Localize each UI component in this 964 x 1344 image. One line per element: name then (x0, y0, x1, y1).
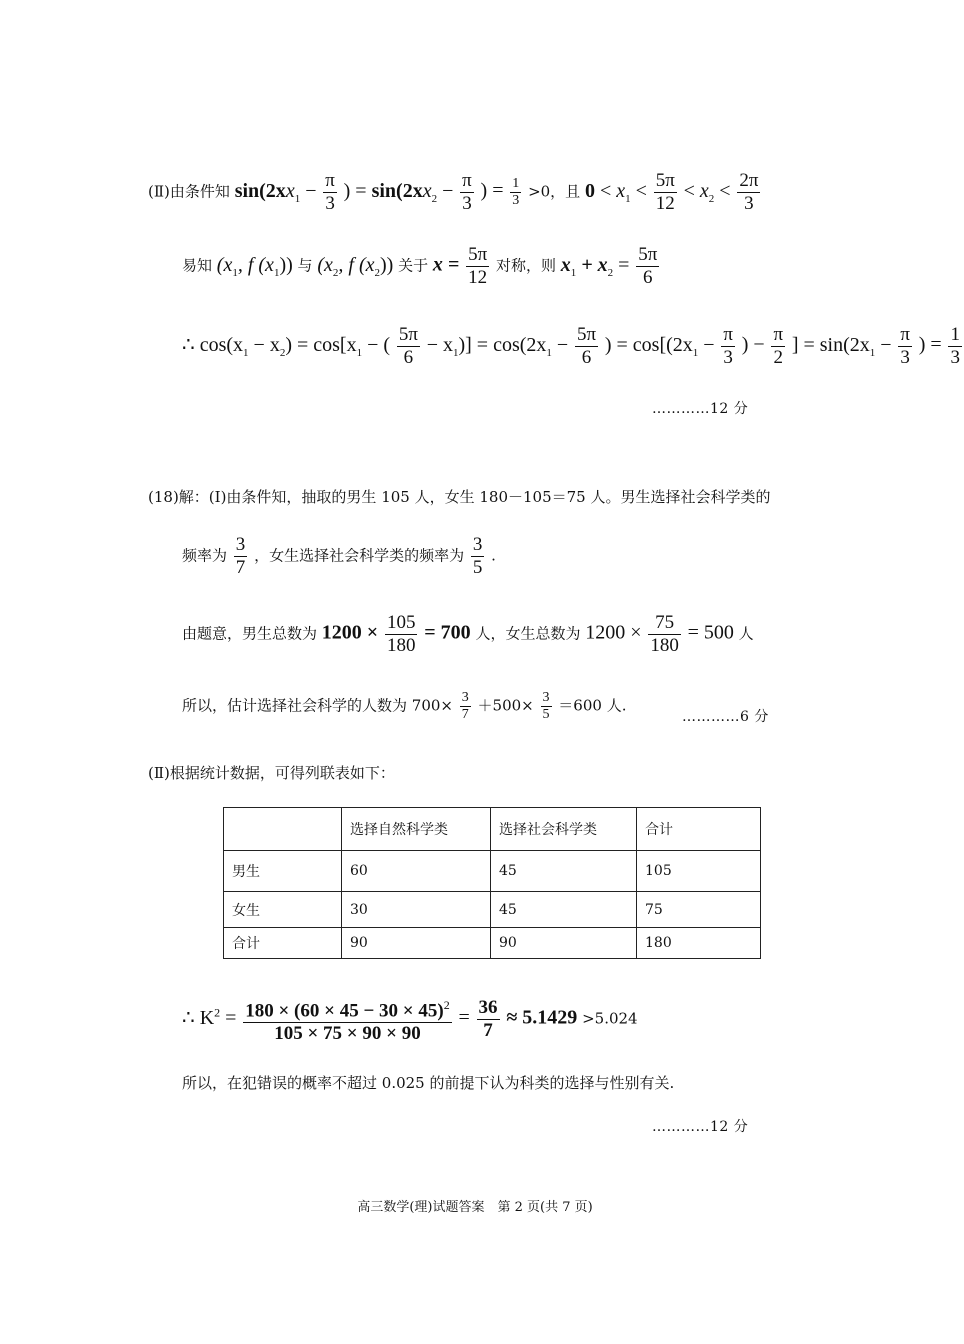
table-cell: 45 (491, 892, 637, 928)
contingency-table (223, 807, 761, 959)
table-cell: 选择社会科学类 (491, 808, 637, 851)
table-row (224, 928, 761, 959)
fraction: $\frac{180 \times (60 \times 45 - 30 \times 45)^2}{105 \times 75 \times 90 \times 90}$ (243, 994, 451, 1045)
fraction: $\frac{3}{5}$ (542, 690, 550, 722)
table-cell: 90 (491, 928, 637, 959)
fraction: $\frac{\pi}{3}$ (723, 324, 733, 368)
fraction: $\frac{\pi}{3}$ (462, 170, 472, 214)
table-cell: 180 (637, 928, 761, 959)
table-header-row (224, 808, 761, 851)
table-cell (224, 808, 342, 851)
cos-derivation: ∴ $\cos(x_1 - x_2) = \cos[x_1$ − ( $\frac{5\pi}{6}$ − $x_1)] = \cos(2x_1$ − $\frac{5\pi}{6}$ ) = $\cos[(2x_1$ − $\frac{\pi}{3}$ ) − $\frac{\pi}{2}$ ] = $\sin(2x_1$ − $\frac{\pi}{3}$ ) = $\frac{1}{3}$ (182, 324, 960, 368)
table-cell: 合计 (637, 808, 761, 851)
table-row (224, 892, 761, 928)
condition-line: (Ⅱ)由条件知 $\sin(2xx_1$ − $\frac{\pi}{3}$ ) = $\sin(2xx_2$ − $\frac{\pi}{3}$ ) = $\frac{1}{3}$ >0，且 $0 < x_1$ < $\frac{5\pi}{12}$ < $x_2$ < $\frac{2\pi}{3}$ (148, 170, 759, 214)
q18-line3: 由题意，男生总数为 1200 × $\frac{105}{180}$ = 700 人，女生总数为 1200 × $\frac{75}{180}$ = 500 人 (182, 612, 754, 656)
table-cell: 45 (491, 851, 637, 892)
fraction: $\frac{3}{5}$ (472, 534, 483, 578)
table-cell: 90 (342, 928, 491, 959)
fraction: $\frac{1}{3}$ (950, 324, 960, 368)
fraction: $\frac{3}{7}$ (235, 534, 246, 578)
fraction: $\frac{\pi}{2}$ (773, 324, 784, 368)
table-cell: 男生 (224, 851, 342, 892)
table-cell: 合计 (224, 928, 342, 959)
score-6: …………6 分 (682, 709, 769, 725)
fraction: $\frac{5\pi}{6}$ (576, 324, 597, 368)
fraction: $\frac{5\pi}{12}$ (655, 170, 675, 214)
q18-line1: (18)解：(Ⅰ)由条件知，抽取的男生 105 人，女生 180－105＝75 人。男生选择社会科学类的 (148, 488, 771, 506)
q18-line2: 频率为 $\frac{3}{7}$ ，女生选择社会科学类的频率为 $\frac{3}{5}$ . (182, 534, 496, 578)
score-12-a: …………12 分 (652, 401, 749, 417)
condition-label: (Ⅱ)由条件知 (148, 182, 230, 201)
q18-line4: 所以，估计选择社会科学的人数为 700× $\frac{3}{7}$ ＋500× $\frac{3}{5}$ ＝600 人. (182, 690, 627, 722)
fraction: $\frac{5\pi}{6}$ (398, 324, 418, 368)
fraction: $\frac{1}{3}$ (512, 176, 520, 208)
table-cell: 30 (342, 892, 491, 928)
fraction: $\frac{3}{7}$ (461, 690, 469, 722)
table-cell: 60 (342, 851, 491, 892)
fraction: $\frac{75}{180}$ (650, 612, 679, 656)
fraction: $\frac{2\pi}{3}$ (739, 170, 759, 214)
fraction: $\frac{\pi}{3}$ (325, 170, 335, 214)
symmetry-line: 易知 ($x_1$, f $(x_1)$) 与 ($x_2$, f $(x_2)$) 关于 x = $\frac{5\pi}{12}$ 对称，则 $x_1 + x_2$ = $\frac{5\pi}{6}$ (182, 244, 658, 288)
table-row (224, 851, 761, 892)
conclusion: 所以，在犯错误的概率不超过 0.025 的前提下认为科类的选择与性别有关. (182, 1074, 675, 1092)
fraction: $\frac{5\pi}{12}$ (468, 244, 488, 288)
table-cell: 选择自然科学类 (342, 808, 491, 851)
table-cell: 105 (637, 851, 761, 892)
fraction: $\frac{105}{180}$ (386, 612, 416, 656)
table-cell: 75 (637, 892, 761, 928)
part2-intro: (Ⅱ)根据统计数据，可得列联表如下： (148, 764, 395, 782)
table-cell: 女生 (224, 892, 342, 928)
fraction: $\frac{\pi}{3}$ (900, 324, 910, 368)
k2-formula: ∴ $K^2$ = $\frac{180 \times (60 \times 45 - 30 \times 45)^2}{105 \times 75 \times 90 \times 90}$ = $\frac{36}{7}$ ≈ 5.1429 >5.024 (182, 994, 638, 1045)
score-12-b: …………12 分 (652, 1119, 749, 1135)
page-footer: 高三数学(理)试题答案 第 2 页(共 7 页) (357, 1200, 593, 1215)
fraction: $\frac{36}{7}$ (478, 997, 498, 1042)
fraction: $\frac{5\pi}{6}$ (638, 244, 658, 288)
